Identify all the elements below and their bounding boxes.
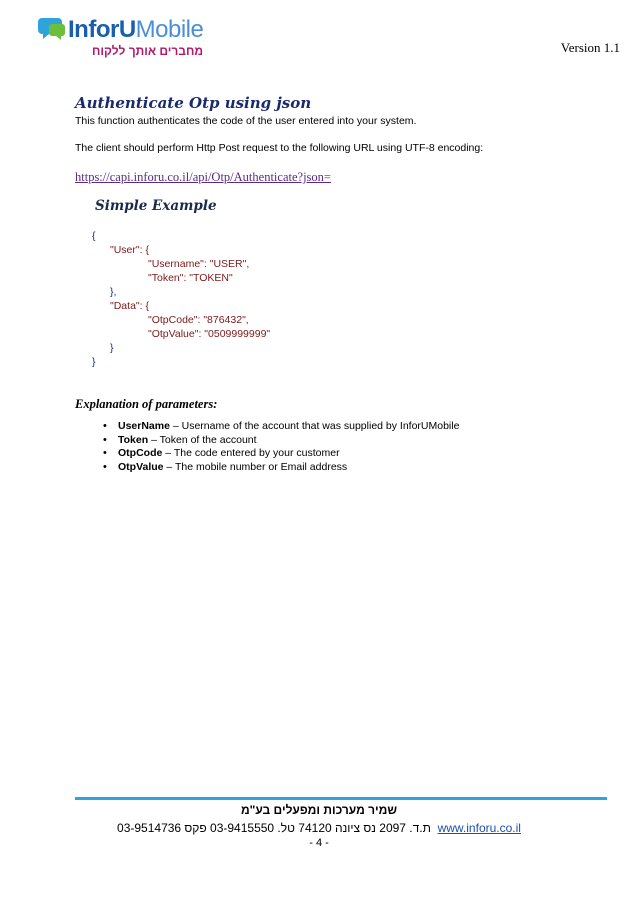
- chat-bubble-icon: [38, 16, 66, 42]
- logo-wordmark-bold: InforU: [68, 16, 136, 43]
- code-line: "OtpCode": "876432",: [148, 314, 249, 326]
- explanation-title: Explanation of parameters:: [75, 397, 218, 411]
- param-desc: – The code entered by your customer: [162, 447, 340, 459]
- code-line: }: [110, 342, 114, 354]
- section-title: Authenticate Otp using json: [75, 94, 312, 112]
- example-title: Simple Example: [95, 198, 217, 214]
- param-name: OtpValue: [118, 460, 164, 473]
- param-name: Token: [118, 433, 149, 446]
- code-line: "Data": {: [110, 300, 149, 312]
- intro-paragraph: This function authenticates the code of the user entered into your system.: [75, 115, 417, 127]
- code-line: }: [92, 356, 96, 368]
- param-desc: – The mobile number or Email address: [163, 460, 348, 473]
- code-line: {: [92, 230, 96, 242]
- list-item: [118, 434, 459, 448]
- footer-contact: [0, 821, 638, 835]
- list-item: [118, 447, 459, 461]
- logo-wordmark-light: Mobile: [135, 16, 204, 43]
- code-line: "Token": "TOKEN": [148, 272, 233, 284]
- code-line: },: [110, 286, 117, 298]
- footer-company: שמיר מערכות ומפעלים בע"מ: [240, 803, 398, 817]
- footer-website-link[interactable]: www.inforu.co.il: [437, 821, 521, 835]
- param-name: UserName: [118, 420, 170, 432]
- list-item: [118, 461, 459, 475]
- version-label: Version 1.1: [560, 40, 620, 55]
- param-desc: – Username of the account that was supplied by InforUMobile: [169, 420, 460, 432]
- instruction-paragraph: The client should perform Http Post request to the following URL using UTF-8 encoding:: [75, 142, 484, 154]
- code-line: "OtpValue": "0509999999": [148, 328, 271, 340]
- code-line: "User": {: [110, 244, 149, 256]
- parameter-list: [118, 420, 459, 474]
- footer-address: ת.ד. 2097 נס ציונה 74120 טל. 03-9415550 פקס 03-9514736: [117, 821, 431, 835]
- api-url-link[interactable]: https://capi.inforu.co.il/api/Otp/Authenticate?json=: [75, 170, 331, 184]
- page-number: - 4 -: [309, 837, 329, 849]
- param-desc: – Token of the account: [148, 433, 257, 446]
- logo-wordmark: [68, 16, 203, 44]
- footer-divider: [75, 797, 607, 800]
- company-logo: [38, 14, 218, 58]
- code-line: "Username": "USER",: [148, 258, 250, 270]
- param-name: OtpCode: [118, 447, 163, 459]
- logo-tagline: מחברים אותך ללקוח: [92, 44, 204, 58]
- list-item: [118, 420, 459, 434]
